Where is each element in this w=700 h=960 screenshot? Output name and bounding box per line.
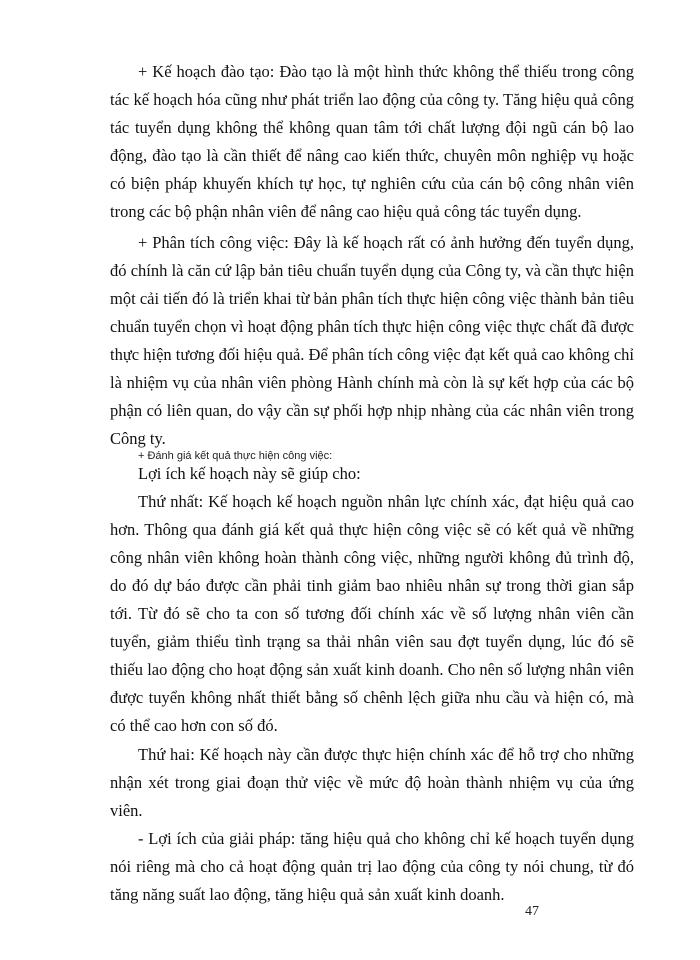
training-plan-section xyxy=(110,58,634,226)
evaluation-heading: + Đánh giá kết quả thực hiện công việc: xyxy=(138,450,333,462)
job-analysis-section xyxy=(110,229,634,453)
training-plan-paragraph: + Kế hoạch đào tạo: Đào tạo là một hình thức không thể thiếu trong công tác kế hoạch hóa cũng như phát triển lao động của công ty. Tăng hiệu quả công tác tuyển dụng không thể không quan tâm tới chất lượng đội ngũ cán bộ lao động, đào tạo là cần thiết để nâng cao kiến thức, chuyên môn nghiệp vụ hoặc có biện pháp khuyến khích tự học, tự nghiên cứu của cán bộ công nhân viên trong các bộ phận nhân viên để nâng cao hiệu quả công tác tuyển dụng. xyxy=(110,62,634,221)
second-benefit-paragraph: Thứ hai: Kế hoạch này cần được thực hiện chính xác để hỗ trợ cho những nhận xét trong giai đoạn thử việc về mức độ hoàn thành nhiệm vụ của ứng viên. xyxy=(110,745,634,820)
first-benefit-paragraph: Thứ nhất: Kế hoạch kế hoạch nguồn nhân lực chính xác, đạt hiệu quả cao hơn. Thông qua đánh giá kết quả thực hiện công việc sẽ có kết quả về những công nhân viên không hoàn thành công việc, những người không đủ trình độ, do đó dự báo được cần phải tinh giảm bao nhiêu nhân sự trong thời gian sắp tới. Từ đó sẽ cho ta con số tương đối chính xác về số lượng nhân viên cần tuyển, giảm thiểu tình trạng sa thải nhân viên sau đợt tuyển dụng, lúc đó sẽ thiếu lao động cho hoạt động sản xuất kinh doanh. Cho nên số lượng nhân viên được tuyển không nhất thiết bằng số chênh lệch giữa nhu cầu và hiện có, mà có thể cao hơn con số đó. xyxy=(110,492,634,735)
benefits-intro-paragraph: Lợi ích kế hoạch này sẽ giúp cho: xyxy=(138,464,361,483)
job-analysis-paragraph: + Phân tích công việc: Đây là kế hoạch rất có ảnh hưởng đến tuyển dụng, đó chính là căn cứ lập bản tiêu chuẩn tuyển dụng của Công ty, và cần thực hiện một cải tiến đó là triển khai từ bản phân tích thực hiện công việc thành bản tiêu chuẩn tuyển chọn vì hoạt động phân tích thực hiện công việc thực chất đã được thực hiện tương đối hiệu quả. Để phân tích công việc đạt kết quả cao không chỉ là nhiệm vụ của nhân viên phòng Hành chính mà còn là sự kết hợp của các bộ phận có liên quan, do vậy cần sự phối hợp nhịp nhàng của các nhân viên trong Công ty. xyxy=(110,233,634,448)
solution-benefit-paragraph: - Lợi ích của giải pháp: tăng hiệu quả cho không chỉ kế hoạch tuyển dụng nói riêng mà cho cả hoạt động quản trị lao động của công ty nói chung, từ đó tăng năng suất lao động, tăng hiệu quả sản xuất kinh doanh. xyxy=(110,829,634,904)
page-number: 47 xyxy=(525,904,539,919)
evaluation-section xyxy=(110,460,634,909)
